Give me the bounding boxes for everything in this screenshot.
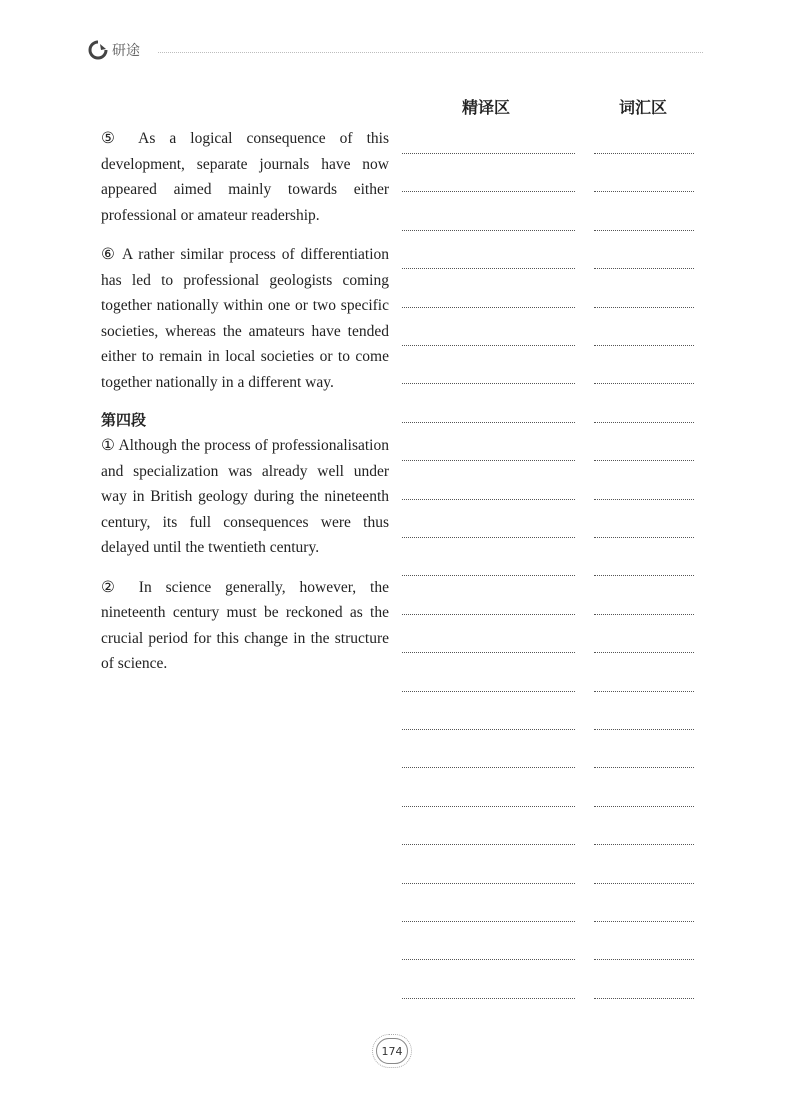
translation-line (402, 806, 575, 807)
translation-line (402, 575, 575, 576)
vocabulary-line (594, 537, 694, 538)
vocabulary-column-heading: 词汇区 (619, 98, 668, 117)
vocabulary-line (594, 806, 694, 807)
translation-line (402, 460, 575, 461)
translation-line (402, 268, 575, 269)
translation-line (402, 921, 575, 922)
translation-column-heading: 精译区 (462, 98, 511, 117)
translation-line (402, 422, 575, 423)
vocabulary-line (594, 230, 694, 231)
translation-line (402, 230, 575, 231)
vocabulary-line (594, 767, 694, 768)
vocabulary-line (594, 422, 694, 423)
brand-name: 研途 (112, 43, 140, 59)
translation-line (402, 499, 575, 500)
section-title: 第四段 (101, 411, 147, 429)
translation-line (402, 729, 575, 730)
vocabulary-line (594, 499, 694, 500)
vocabulary-line (594, 883, 694, 884)
vocabulary-line (594, 345, 694, 346)
header-rule (158, 52, 703, 53)
translation-line (402, 691, 575, 692)
paragraph-2: ② In science generally, however, the nineteenth century must be reckoned as the crucial period for this change in the structure of science. (101, 578, 389, 672)
vocabulary-line (594, 191, 694, 192)
brand-logo (88, 40, 140, 60)
translation-line (402, 345, 575, 346)
vocabulary-line (594, 729, 694, 730)
brand-logo-icon (88, 40, 108, 60)
translation-line (402, 191, 575, 192)
vocabulary-line (594, 307, 694, 308)
vocabulary-line (594, 998, 694, 999)
translation-line (402, 307, 575, 308)
vocabulary-line (594, 691, 694, 692)
vocabulary-line (594, 460, 694, 461)
translation-line (402, 844, 575, 845)
vocabulary-line (594, 844, 694, 845)
vocabulary-line (594, 575, 694, 576)
paragraph-6: ⑥ A rather similar process of differentiation has led to professional geologists coming together nationally within one or two specific societies, whereas the amateurs have tended either to remain in local societies or to come together nationally in a different way. (101, 246, 389, 391)
translation-line (402, 537, 575, 538)
translation-line (402, 614, 575, 615)
vocabulary-line (594, 153, 694, 154)
paragraph-1: ① Although the process of professionalisation and specialization was already well under way in British geology during the nineteenth century, its full consequences were thus delayed until the twentieth century. (101, 437, 389, 556)
reading-text-column (101, 126, 389, 691)
vocabulary-line (594, 268, 694, 269)
vocabulary-line (594, 652, 694, 653)
vocabulary-line (594, 921, 694, 922)
translation-line (402, 998, 575, 999)
translation-line (402, 652, 575, 653)
vocabulary-line (594, 383, 694, 384)
translation-line (402, 383, 575, 384)
vocabulary-line (594, 959, 694, 960)
translation-line (402, 153, 575, 154)
vocabulary-line (594, 614, 694, 615)
page-header (88, 40, 703, 64)
paragraph-5: ⑤ As a logical consequence of this development, separate journals have now appeared aimed mainly towards either professional or amateur readership. (101, 130, 389, 224)
translation-line (402, 767, 575, 768)
translation-line (402, 883, 575, 884)
page-number: 174 (376, 1038, 408, 1064)
translation-line (402, 959, 575, 960)
